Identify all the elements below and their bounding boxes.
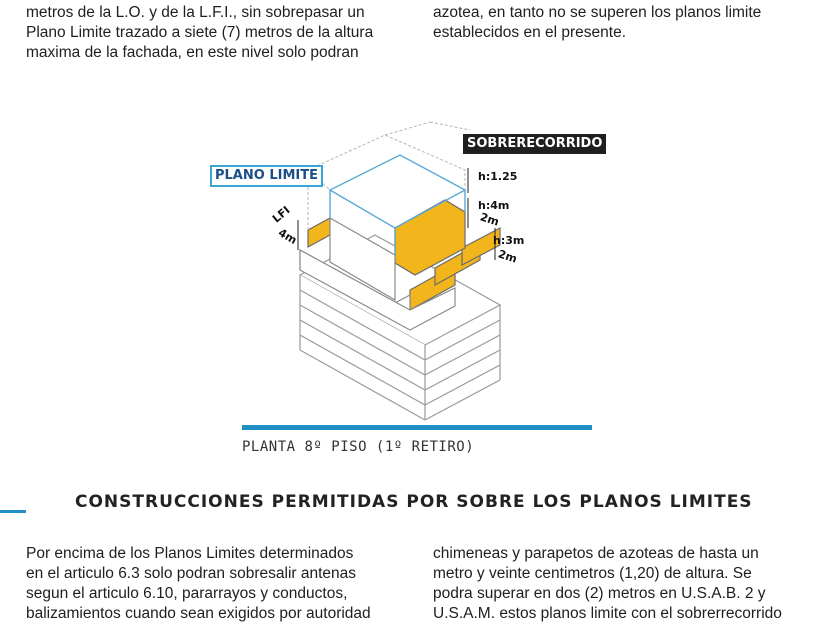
section-accent-line — [0, 510, 26, 513]
text-line: podra superar en dos (2) metros en U.S.A.B. 2 y — [433, 585, 766, 602]
dimension-2m-lower: 2m — [496, 247, 519, 266]
text-line: establecidos en el presente. — [433, 24, 627, 41]
bottom-left-paragraph — [26, 544, 406, 624]
text-line: maxima de la fachada, en este nivel solo podran — [26, 44, 359, 61]
figure-caption: PLANTA 8º PISO (1º RETIRO) — [242, 439, 475, 455]
text-line: metros de la L.O. y de la L.F.I., sin sobrepasar un — [26, 4, 365, 21]
plano-limite-label: PLANO LIMITE — [210, 165, 323, 187]
text-line: chimeneas y parapetos de azoteas de hasta un — [433, 545, 759, 562]
text-line: U.S.A.M. estos planos limite con el sobrerrecorrido — [433, 605, 782, 622]
dimension-2m-upper: 2m — [478, 210, 501, 229]
top-left-paragraph — [26, 3, 406, 63]
text-line: segun el articulo 6.10, pararrayos y conductos, — [26, 585, 348, 602]
text-line: metro y veinte centimetros (1,20) de altura. Se — [433, 565, 752, 582]
dimension-4m: 4m — [276, 226, 300, 247]
dimension-h3m: h:3m — [493, 234, 525, 247]
dimension-h4m: h:4m — [478, 199, 510, 212]
text-line: en el articulo 6.3 solo podran sobresalir antenas — [26, 565, 357, 582]
building-drawing — [200, 110, 640, 440]
text-line: Plano Limite trazado a siete (7) metros de la altura — [26, 24, 374, 41]
text-line: balizamientos cuando sean exigidos por autoridad — [26, 605, 371, 622]
text-line: Por encima de los Planos Limites determinados — [26, 545, 354, 562]
caption-rule — [242, 425, 592, 430]
lfi-label: LFI — [270, 203, 293, 226]
bottom-right-paragraph — [433, 544, 823, 624]
text-line: azotea, en tanto no se superen los planos limite — [433, 4, 762, 21]
sobrerecorrido-label: SOBRERECORRIDO — [463, 134, 606, 154]
top-right-paragraph — [433, 3, 823, 43]
dimension-h125: h:1.25 — [478, 170, 518, 183]
isometric-building-diagram — [200, 110, 640, 440]
section-heading: CONSTRUCCIONES PERMITIDAS POR SOBRE LOS PLANOS LIMITES — [75, 492, 753, 512]
